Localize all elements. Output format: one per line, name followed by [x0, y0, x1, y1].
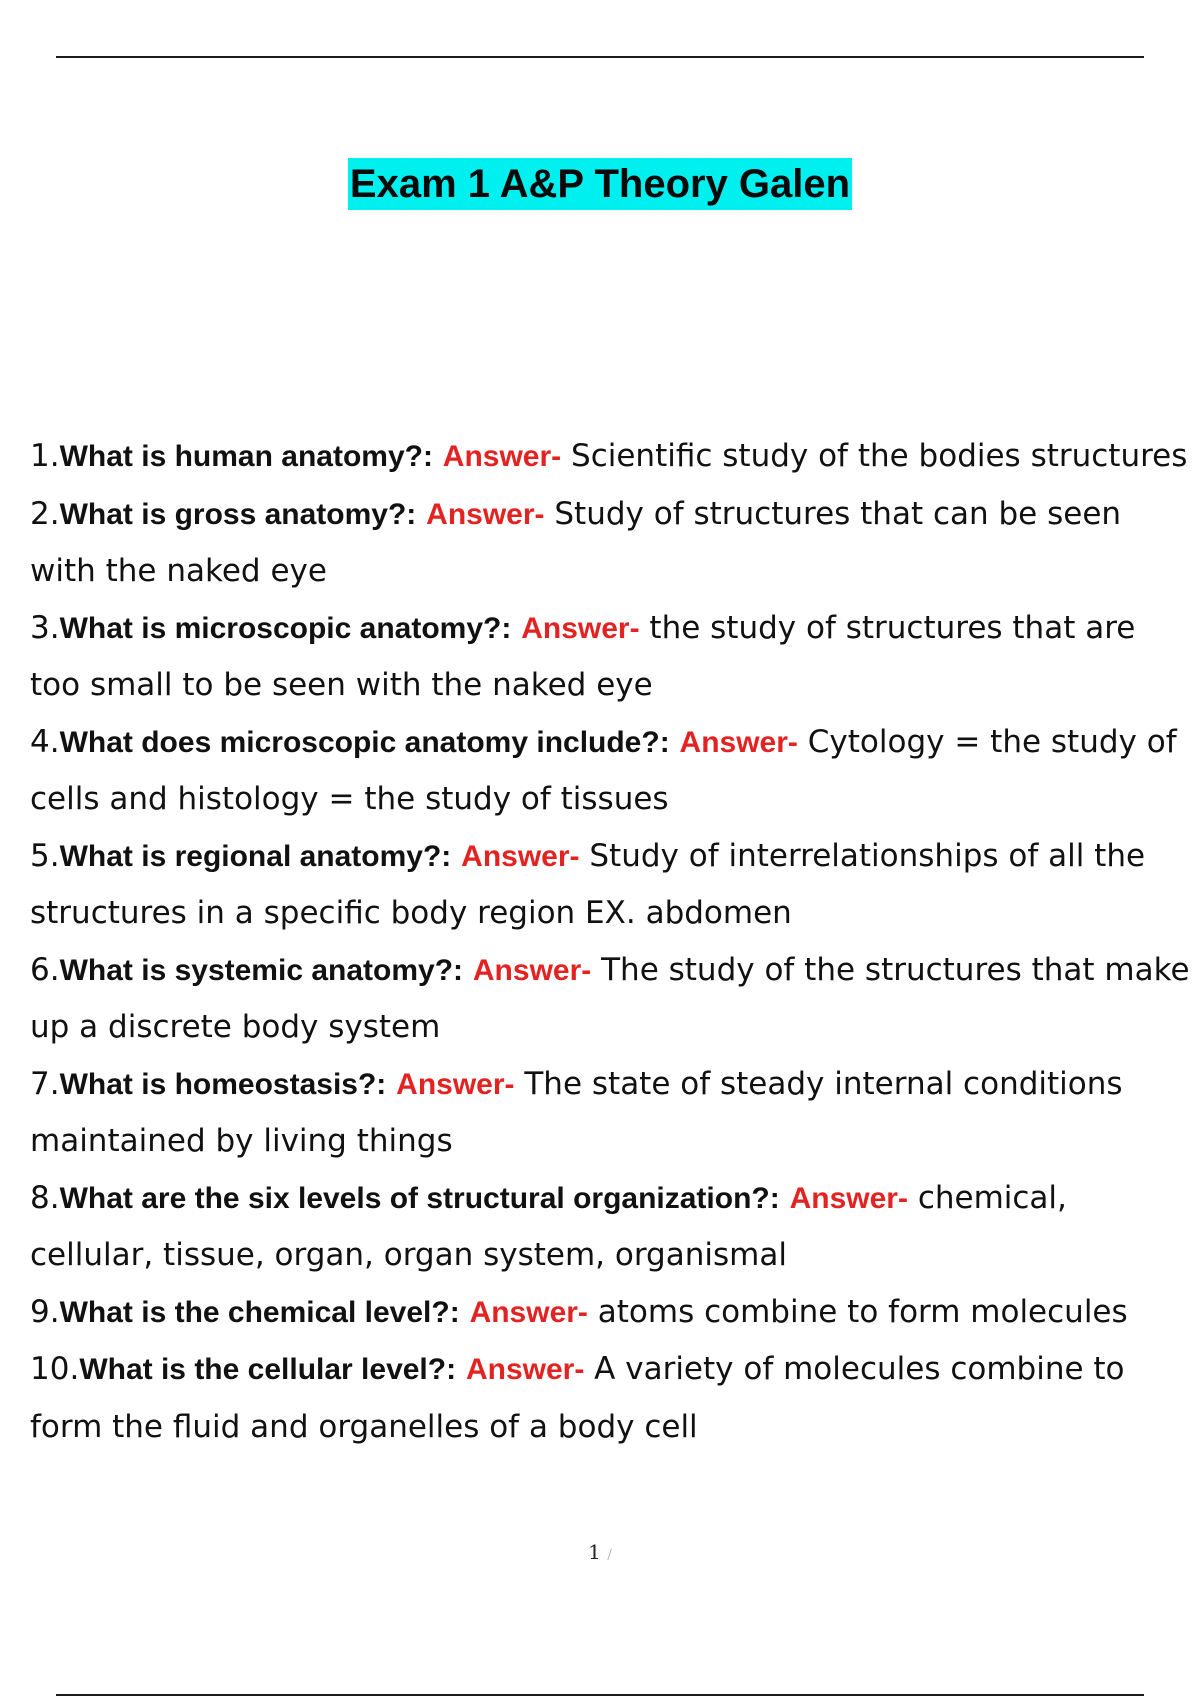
- answer-label: Answer-: [679, 725, 798, 759]
- page-number: [0, 1540, 1200, 1564]
- answer-text: The state of steady internal conditions maintained by living things: [30, 1065, 1123, 1159]
- page-number-value: 1: [588, 1540, 601, 1564]
- item-number: 10.: [30, 1351, 80, 1387]
- answer-label: Answer-: [472, 953, 592, 987]
- qa-item-4: [30, 714, 1195, 828]
- question-text: What is systemic anatomy?:: [59, 953, 464, 987]
- bottom-rule: [56, 1694, 1144, 1696]
- answer-label: Answer-: [461, 839, 580, 873]
- answer-text: Cytology = the study of cells and histology = the study of tissues: [30, 723, 1177, 817]
- answer-text: the study of structures that are too small to be seen with the naked eye: [30, 609, 1136, 703]
- question-text: What is the chemical level?:: [59, 1295, 460, 1329]
- qa-item-2: [30, 486, 1195, 600]
- item-number: 1.: [30, 438, 60, 474]
- answer-label: Answer-: [521, 611, 640, 645]
- answer-label: Answer-: [465, 1353, 585, 1386]
- item-number: 5.: [30, 837, 60, 874]
- answer-text: chemical, cellular, tissue, organ, organ system, organismal: [30, 1179, 1067, 1273]
- answer-text: Study of structures that can be seen with the naked eye: [30, 495, 1122, 589]
- question-text: What is human anatomy?:: [59, 440, 433, 473]
- page-number-suffix: /: [607, 1547, 612, 1563]
- item-number: 4.: [30, 723, 60, 760]
- answer-label: Answer-: [426, 497, 545, 531]
- answer-label: Answer-: [789, 1181, 908, 1215]
- document-title: Exam 1 A&P Theory Galen: [348, 158, 852, 210]
- qa-item-6: [30, 942, 1195, 1056]
- qa-item-8: [30, 1170, 1195, 1284]
- qa-item-1: [30, 428, 1195, 486]
- answer-text: atoms combine to form molecules: [597, 1293, 1128, 1330]
- qa-item-9: [30, 1284, 1195, 1342]
- item-number: 8.: [30, 1179, 60, 1216]
- answer-text: A variety of molecules combine to form the fluid and organelles of a body cell: [30, 1351, 1125, 1445]
- item-number: 7.: [30, 1065, 60, 1102]
- qa-item-10: [30, 1341, 1195, 1455]
- top-rule: [56, 56, 1144, 58]
- item-number: 3.: [30, 609, 60, 646]
- question-text: What is microscopic anatomy?:: [59, 611, 512, 645]
- answer-label: Answer-: [396, 1067, 515, 1101]
- answer-text: Scientific study of the bodies structures: [571, 438, 1188, 474]
- item-number: 9.: [30, 1293, 60, 1330]
- title-wrap: [0, 158, 1200, 210]
- question-text: What is gross anatomy?:: [59, 497, 417, 531]
- answer-label: Answer-: [469, 1295, 588, 1329]
- answer-label: Answer-: [442, 440, 562, 473]
- question-text: What is regional anatomy?:: [59, 839, 452, 873]
- item-number: 6.: [30, 951, 60, 988]
- question-text: What is homeostasis?:: [59, 1067, 387, 1101]
- qa-item-7: [30, 1056, 1195, 1170]
- question-text: What are the six levels of structural organization?:: [59, 1181, 780, 1215]
- question-text: What is the cellular level?:: [79, 1353, 457, 1386]
- question-text: What does microscopic anatomy include?:: [59, 725, 670, 759]
- qa-item-5: [30, 828, 1195, 942]
- qa-list: [30, 428, 1195, 1455]
- answer-text: The study of the structures that make up a discrete body system: [30, 951, 1190, 1045]
- answer-text: Study of interrelationships of all the structures in a specific body region EX. abdomen: [30, 837, 1146, 931]
- qa-item-3: [30, 600, 1195, 714]
- item-number: 2.: [30, 495, 60, 532]
